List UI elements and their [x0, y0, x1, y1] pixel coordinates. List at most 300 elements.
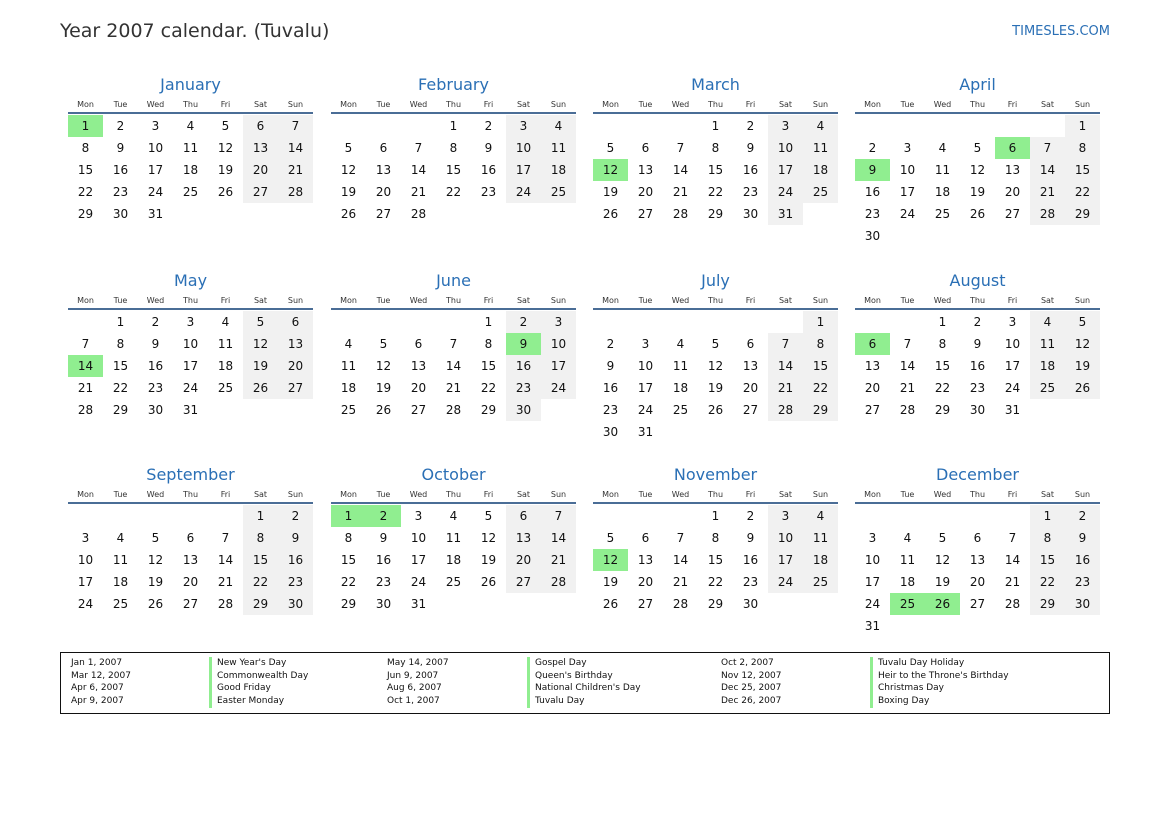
day-cell[interactable]: 2 — [151, 315, 160, 329]
day-cell[interactable]: 3 — [506, 115, 541, 137]
day-cell[interactable]: 30 — [375, 597, 392, 611]
day-cell[interactable]: 10 — [768, 137, 803, 159]
day-cell[interactable]: 24 — [506, 181, 541, 203]
day-cell[interactable]: 4 — [449, 509, 458, 523]
day-cell[interactable]: 5 — [711, 337, 720, 351]
day-cell[interactable]: 16 — [480, 163, 497, 177]
day-cell[interactable]: 7 — [221, 531, 230, 545]
day-cell[interactable]: 18 — [899, 575, 916, 589]
day-cell[interactable]: 13 — [864, 359, 881, 373]
day-cell[interactable]: 15 — [707, 163, 724, 177]
day-cell[interactable]: 14 — [672, 163, 689, 177]
day-cell[interactable]: 12 — [243, 333, 278, 355]
day-cell[interactable]: 7 — [81, 337, 90, 351]
day-cell[interactable]: 5 — [379, 337, 388, 351]
day-cell[interactable]: 29 — [340, 597, 357, 611]
day-cell[interactable]: 19 — [147, 575, 164, 589]
day-cell[interactable]: 27 — [864, 403, 881, 417]
day-cell[interactable]: 20 — [637, 575, 654, 589]
day-cell[interactable]: 12 — [217, 141, 234, 155]
day-cell[interactable]: 26 — [340, 207, 357, 221]
day-cell[interactable]: 20 — [1004, 185, 1021, 199]
day-cell[interactable]: 31 — [637, 425, 654, 439]
day-cell[interactable]: 4 — [116, 531, 125, 545]
day-cell[interactable]: 3 — [151, 119, 160, 133]
day-cell[interactable]: 3 — [868, 531, 877, 545]
day-cell[interactable]: 21 — [217, 575, 234, 589]
day-cell[interactable]: 16 — [742, 553, 759, 567]
day-cell[interactable]: 27 — [375, 207, 392, 221]
day-cell[interactable]: 17 — [637, 381, 654, 395]
day-cell[interactable]: 16 — [742, 163, 759, 177]
day-cell[interactable]: 6 — [379, 141, 388, 155]
day-cell[interactable]: 31 — [182, 403, 199, 417]
day-cell[interactable]: 5 — [938, 531, 947, 545]
day-cell[interactable]: 16 — [147, 359, 164, 373]
day-cell[interactable]: 21 — [445, 381, 462, 395]
day-cell[interactable]: 18 — [1030, 355, 1065, 377]
holiday-day-cell[interactable]: 9 — [855, 159, 890, 181]
day-cell[interactable]: 16 — [112, 163, 129, 177]
day-cell[interactable]: 24 — [1004, 381, 1021, 395]
day-cell[interactable]: 31 — [1004, 403, 1021, 417]
day-cell[interactable]: 20 — [410, 381, 427, 395]
day-cell[interactable]: 28 — [445, 403, 462, 417]
day-cell[interactable]: 26 — [602, 207, 619, 221]
day-cell[interactable]: 19 — [217, 163, 234, 177]
day-cell[interactable]: 14 — [672, 553, 689, 567]
day-cell[interactable]: 26 — [375, 403, 392, 417]
day-cell[interactable]: 26 — [707, 403, 724, 417]
holiday-day-cell[interactable]: 6 — [855, 333, 890, 355]
day-cell[interactable]: 5 — [484, 509, 493, 523]
day-cell[interactable]: 8 — [449, 141, 458, 155]
day-cell[interactable]: 16 — [864, 185, 881, 199]
day-cell[interactable]: 5 — [1065, 311, 1100, 333]
day-cell[interactable]: 3 — [641, 337, 650, 351]
day-cell[interactable]: 24 — [541, 377, 576, 399]
day-cell[interactable]: 10 — [864, 553, 881, 567]
day-cell[interactable]: 29 — [77, 207, 94, 221]
day-cell[interactable]: 16 — [506, 355, 541, 377]
day-cell[interactable]: 1 — [711, 119, 720, 133]
day-cell[interactable]: 29 — [1065, 203, 1100, 225]
day-cell[interactable]: 22 — [803, 377, 838, 399]
day-cell[interactable]: 21 — [541, 549, 576, 571]
day-cell[interactable]: 9 — [116, 141, 125, 155]
day-cell[interactable]: 8 — [1030, 527, 1065, 549]
day-cell[interactable]: 28 — [672, 597, 689, 611]
day-cell[interactable]: 9 — [606, 359, 615, 373]
day-cell[interactable]: 31 — [864, 619, 881, 633]
day-cell[interactable]: 23 — [375, 575, 392, 589]
day-cell[interactable]: 23 — [742, 185, 759, 199]
day-cell[interactable]: 20 — [969, 575, 986, 589]
day-cell[interactable]: 10 — [77, 553, 94, 567]
day-cell[interactable]: 24 — [77, 597, 94, 611]
day-cell[interactable]: 1 — [1065, 115, 1100, 137]
day-cell[interactable]: 17 — [541, 355, 576, 377]
day-cell[interactable]: 16 — [278, 549, 313, 571]
day-cell[interactable]: 8 — [116, 337, 125, 351]
day-cell[interactable]: 17 — [410, 553, 427, 567]
day-cell[interactable]: 6 — [243, 115, 278, 137]
day-cell[interactable]: 24 — [147, 185, 164, 199]
day-cell[interactable]: 12 — [375, 359, 392, 373]
day-cell[interactable]: 5 — [344, 141, 353, 155]
day-cell[interactable]: 29 — [803, 399, 838, 421]
day-cell[interactable]: 23 — [278, 571, 313, 593]
day-cell[interactable]: 26 — [969, 207, 986, 221]
day-cell[interactable]: 7 — [768, 333, 803, 355]
day-cell[interactable]: 10 — [637, 359, 654, 373]
day-cell[interactable]: 27 — [637, 597, 654, 611]
day-cell[interactable]: 11 — [112, 553, 129, 567]
day-cell[interactable]: 21 — [899, 381, 916, 395]
day-cell[interactable]: 11 — [672, 359, 689, 373]
day-cell[interactable]: 4 — [676, 337, 685, 351]
day-cell[interactable]: 25 — [1030, 377, 1065, 399]
holiday-day-cell[interactable]: 26 — [925, 593, 960, 615]
day-cell[interactable]: 7 — [1030, 137, 1065, 159]
day-cell[interactable]: 31 — [768, 203, 803, 225]
day-cell[interactable]: 27 — [969, 597, 986, 611]
day-cell[interactable]: 12 — [480, 531, 497, 545]
day-cell[interactable]: 19 — [480, 553, 497, 567]
day-cell[interactable]: 8 — [711, 531, 720, 545]
day-cell[interactable]: 17 — [1004, 359, 1021, 373]
day-cell[interactable]: 30 — [1065, 593, 1100, 615]
day-cell[interactable]: 18 — [445, 553, 462, 567]
day-cell[interactable]: 19 — [1065, 355, 1100, 377]
day-cell[interactable]: 28 — [278, 181, 313, 203]
day-cell[interactable]: 30 — [112, 207, 129, 221]
site-link[interactable]: TIMESLES.COM — [1012, 24, 1110, 39]
day-cell[interactable]: 28 — [672, 207, 689, 221]
day-cell[interactable]: 30 — [602, 425, 619, 439]
day-cell[interactable]: 22 — [1030, 571, 1065, 593]
day-cell[interactable]: 5 — [151, 531, 160, 545]
day-cell[interactable]: 13 — [410, 359, 427, 373]
day-cell[interactable]: 25 — [217, 381, 234, 395]
day-cell[interactable]: 28 — [77, 403, 94, 417]
day-cell[interactable]: 1 — [711, 509, 720, 523]
day-cell[interactable]: 16 — [602, 381, 619, 395]
day-cell[interactable]: 9 — [746, 141, 755, 155]
day-cell[interactable]: 30 — [742, 597, 759, 611]
day-cell[interactable]: 21 — [410, 185, 427, 199]
day-cell[interactable]: 14 — [899, 359, 916, 373]
day-cell[interactable]: 18 — [803, 159, 838, 181]
day-cell[interactable]: 18 — [112, 575, 129, 589]
day-cell[interactable]: 5 — [973, 141, 982, 155]
day-cell[interactable]: 19 — [969, 185, 986, 199]
day-cell[interactable]: 9 — [746, 531, 755, 545]
day-cell[interactable]: 8 — [938, 337, 947, 351]
day-cell[interactable]: 3 — [1008, 315, 1017, 329]
day-cell[interactable]: 23 — [506, 377, 541, 399]
day-cell[interactable]: 21 — [77, 381, 94, 395]
day-cell[interactable]: 7 — [903, 337, 912, 351]
day-cell[interactable]: 20 — [742, 381, 759, 395]
day-cell[interactable]: 19 — [934, 575, 951, 589]
day-cell[interactable]: 8 — [344, 531, 353, 545]
holiday-day-cell[interactable]: 1 — [68, 115, 103, 137]
day-cell[interactable]: 22 — [480, 381, 497, 395]
day-cell[interactable]: 24 — [768, 181, 803, 203]
day-cell[interactable]: 19 — [340, 185, 357, 199]
holiday-day-cell[interactable]: 25 — [890, 593, 925, 615]
day-cell[interactable]: 26 — [1065, 377, 1100, 399]
day-cell[interactable]: 2 — [278, 505, 313, 527]
day-cell[interactable]: 24 — [864, 597, 881, 611]
day-cell[interactable]: 4 — [803, 115, 838, 137]
day-cell[interactable]: 10 — [182, 337, 199, 351]
day-cell[interactable]: 29 — [707, 597, 724, 611]
holiday-day-cell[interactable]: 9 — [506, 333, 541, 355]
day-cell[interactable]: 16 — [1065, 549, 1100, 571]
day-cell[interactable]: 20 — [506, 549, 541, 571]
day-cell[interactable]: 6 — [746, 337, 755, 351]
day-cell[interactable]: 3 — [541, 311, 576, 333]
day-cell[interactable]: 20 — [637, 185, 654, 199]
day-cell[interactable]: 28 — [1004, 597, 1021, 611]
day-cell[interactable]: 23 — [147, 381, 164, 395]
day-cell[interactable]: 22 — [112, 381, 129, 395]
day-cell[interactable]: 13 — [243, 137, 278, 159]
day-cell[interactable]: 9 — [278, 527, 313, 549]
day-cell[interactable]: 31 — [147, 207, 164, 221]
day-cell[interactable]: 24 — [768, 571, 803, 593]
day-cell[interactable]: 26 — [147, 597, 164, 611]
day-cell[interactable]: 14 — [1004, 553, 1021, 567]
day-cell[interactable]: 1 — [938, 315, 947, 329]
day-cell[interactable]: 10 — [768, 527, 803, 549]
day-cell[interactable]: 11 — [803, 527, 838, 549]
holiday-day-cell[interactable]: 6 — [995, 137, 1030, 159]
day-cell[interactable]: 27 — [1004, 207, 1021, 221]
day-cell[interactable]: 21 — [768, 377, 803, 399]
day-cell[interactable]: 25 — [803, 571, 838, 593]
day-cell[interactable]: 15 — [934, 359, 951, 373]
day-cell[interactable]: 15 — [1065, 159, 1100, 181]
day-cell[interactable]: 17 — [899, 185, 916, 199]
day-cell[interactable]: 7 — [676, 141, 685, 155]
day-cell[interactable]: 26 — [602, 597, 619, 611]
day-cell[interactable]: 22 — [1065, 181, 1100, 203]
day-cell[interactable]: 4 — [803, 505, 838, 527]
day-cell[interactable]: 29 — [707, 207, 724, 221]
day-cell[interactable]: 13 — [1004, 163, 1021, 177]
day-cell[interactable]: 4 — [344, 337, 353, 351]
day-cell[interactable]: 1 — [116, 315, 125, 329]
day-cell[interactable]: 1 — [1030, 505, 1065, 527]
day-cell[interactable]: 20 — [278, 355, 313, 377]
day-cell[interactable]: 2 — [746, 509, 755, 523]
day-cell[interactable]: 15 — [803, 355, 838, 377]
day-cell[interactable]: 22 — [243, 571, 278, 593]
day-cell[interactable]: 5 — [606, 531, 615, 545]
day-cell[interactable]: 27 — [243, 181, 278, 203]
day-cell[interactable]: 11 — [934, 163, 951, 177]
day-cell[interactable]: 23 — [1065, 571, 1100, 593]
day-cell[interactable]: 4 — [1030, 311, 1065, 333]
day-cell[interactable]: 3 — [414, 509, 423, 523]
day-cell[interactable]: 5 — [606, 141, 615, 155]
day-cell[interactable]: 28 — [541, 571, 576, 593]
day-cell[interactable]: 29 — [480, 403, 497, 417]
day-cell[interactable]: 9 — [1065, 527, 1100, 549]
day-cell[interactable]: 17 — [147, 163, 164, 177]
day-cell[interactable]: 13 — [506, 527, 541, 549]
day-cell[interactable]: 15 — [243, 549, 278, 571]
day-cell[interactable]: 12 — [969, 163, 986, 177]
day-cell[interactable]: 25 — [182, 185, 199, 199]
day-cell[interactable]: 15 — [1030, 549, 1065, 571]
day-cell[interactable]: 4 — [221, 315, 230, 329]
day-cell[interactable]: 12 — [147, 553, 164, 567]
day-cell[interactable]: 6 — [973, 531, 982, 545]
day-cell[interactable]: 14 — [768, 355, 803, 377]
day-cell[interactable]: 26 — [217, 185, 234, 199]
holiday-day-cell[interactable]: 1 — [331, 505, 366, 527]
day-cell[interactable]: 7 — [414, 141, 423, 155]
day-cell[interactable]: 21 — [1004, 575, 1021, 589]
day-cell[interactable]: 30 — [864, 229, 881, 243]
day-cell[interactable]: 17 — [768, 159, 803, 181]
day-cell[interactable]: 12 — [707, 359, 724, 373]
day-cell[interactable]: 9 — [379, 531, 388, 545]
day-cell[interactable]: 12 — [340, 163, 357, 177]
day-cell[interactable]: 2 — [484, 119, 493, 133]
day-cell[interactable]: 17 — [768, 549, 803, 571]
day-cell[interactable]: 11 — [340, 359, 357, 373]
day-cell[interactable]: 20 — [182, 575, 199, 589]
day-cell[interactable]: 3 — [768, 505, 803, 527]
day-cell[interactable]: 8 — [484, 337, 493, 351]
day-cell[interactable]: 24 — [637, 403, 654, 417]
day-cell[interactable]: 18 — [182, 163, 199, 177]
day-cell[interactable]: 7 — [676, 531, 685, 545]
day-cell[interactable]: 18 — [803, 549, 838, 571]
day-cell[interactable]: 13 — [637, 553, 654, 567]
day-cell[interactable]: 17 — [182, 359, 199, 373]
holiday-day-cell[interactable]: 12 — [593, 549, 628, 571]
day-cell[interactable]: 4 — [186, 119, 195, 133]
day-cell[interactable]: 27 — [637, 207, 654, 221]
day-cell[interactable]: 23 — [112, 185, 129, 199]
day-cell[interactable]: 4 — [938, 141, 947, 155]
day-cell[interactable]: 27 — [182, 597, 199, 611]
day-cell[interactable]: 7 — [541, 505, 576, 527]
day-cell[interactable]: 25 — [112, 597, 129, 611]
day-cell[interactable]: 1 — [484, 315, 493, 329]
day-cell[interactable]: 14 — [217, 553, 234, 567]
day-cell[interactable]: 28 — [217, 597, 234, 611]
day-cell[interactable]: 14 — [1030, 159, 1065, 181]
day-cell[interactable]: 6 — [278, 311, 313, 333]
day-cell[interactable]: 19 — [375, 381, 392, 395]
day-cell[interactable]: 11 — [899, 553, 916, 567]
day-cell[interactable]: 1 — [243, 505, 278, 527]
day-cell[interactable]: 13 — [742, 359, 759, 373]
day-cell[interactable]: 30 — [147, 403, 164, 417]
day-cell[interactable]: 14 — [410, 163, 427, 177]
day-cell[interactable]: 14 — [541, 527, 576, 549]
day-cell[interactable]: 10 — [1004, 337, 1021, 351]
day-cell[interactable]: 14 — [278, 137, 313, 159]
day-cell[interactable]: 20 — [375, 185, 392, 199]
day-cell[interactable]: 3 — [186, 315, 195, 329]
day-cell[interactable]: 16 — [375, 553, 392, 567]
day-cell[interactable]: 29 — [112, 403, 129, 417]
day-cell[interactable]: 17 — [77, 575, 94, 589]
day-cell[interactable]: 8 — [1065, 137, 1100, 159]
day-cell[interactable]: 18 — [672, 381, 689, 395]
day-cell[interactable]: 15 — [340, 553, 357, 567]
day-cell[interactable]: 6 — [641, 531, 650, 545]
day-cell[interactable]: 1 — [449, 119, 458, 133]
day-cell[interactable]: 24 — [899, 207, 916, 221]
day-cell[interactable]: 23 — [969, 381, 986, 395]
day-cell[interactable]: 25 — [541, 181, 576, 203]
day-cell[interactable]: 22 — [707, 185, 724, 199]
day-cell[interactable]: 6 — [641, 141, 650, 155]
day-cell[interactable]: 23 — [480, 185, 497, 199]
day-cell[interactable]: 21 — [1030, 181, 1065, 203]
day-cell[interactable]: 27 — [742, 403, 759, 417]
day-cell[interactable]: 2 — [746, 119, 755, 133]
day-cell[interactable]: 9 — [973, 337, 982, 351]
day-cell[interactable]: 19 — [602, 185, 619, 199]
day-cell[interactable]: 19 — [707, 381, 724, 395]
day-cell[interactable]: 11 — [1030, 333, 1065, 355]
day-cell[interactable]: 25 — [672, 403, 689, 417]
day-cell[interactable]: 25 — [934, 207, 951, 221]
day-cell[interactable]: 2 — [973, 315, 982, 329]
day-cell[interactable]: 22 — [707, 575, 724, 589]
day-cell[interactable]: 21 — [278, 159, 313, 181]
day-cell[interactable]: 26 — [480, 575, 497, 589]
day-cell[interactable]: 23 — [742, 575, 759, 589]
day-cell[interactable]: 29 — [1030, 593, 1065, 615]
day-cell[interactable]: 3 — [903, 141, 912, 155]
day-cell[interactable]: 22 — [340, 575, 357, 589]
day-cell[interactable]: 10 — [899, 163, 916, 177]
day-cell[interactable]: 28 — [410, 207, 427, 221]
day-cell[interactable]: 7 — [1008, 531, 1017, 545]
day-cell[interactable]: 18 — [934, 185, 951, 199]
day-cell[interactable]: 6 — [506, 505, 541, 527]
day-cell[interactable]: 8 — [243, 527, 278, 549]
day-cell[interactable]: 28 — [1030, 203, 1065, 225]
day-cell[interactable]: 9 — [151, 337, 160, 351]
holiday-day-cell[interactable]: 12 — [593, 159, 628, 181]
day-cell[interactable]: 30 — [969, 403, 986, 417]
day-cell[interactable]: 11 — [541, 137, 576, 159]
day-cell[interactable]: 10 — [147, 141, 164, 155]
day-cell[interactable]: 2 — [1065, 505, 1100, 527]
day-cell[interactable]: 29 — [243, 593, 278, 615]
day-cell[interactable]: 12 — [1065, 333, 1100, 355]
day-cell[interactable]: 15 — [480, 359, 497, 373]
day-cell[interactable]: 11 — [803, 137, 838, 159]
day-cell[interactable]: 13 — [969, 553, 986, 567]
day-cell[interactable]: 15 — [112, 359, 129, 373]
day-cell[interactable]: 27 — [506, 571, 541, 593]
day-cell[interactable]: 22 — [445, 185, 462, 199]
day-cell[interactable]: 28 — [768, 399, 803, 421]
